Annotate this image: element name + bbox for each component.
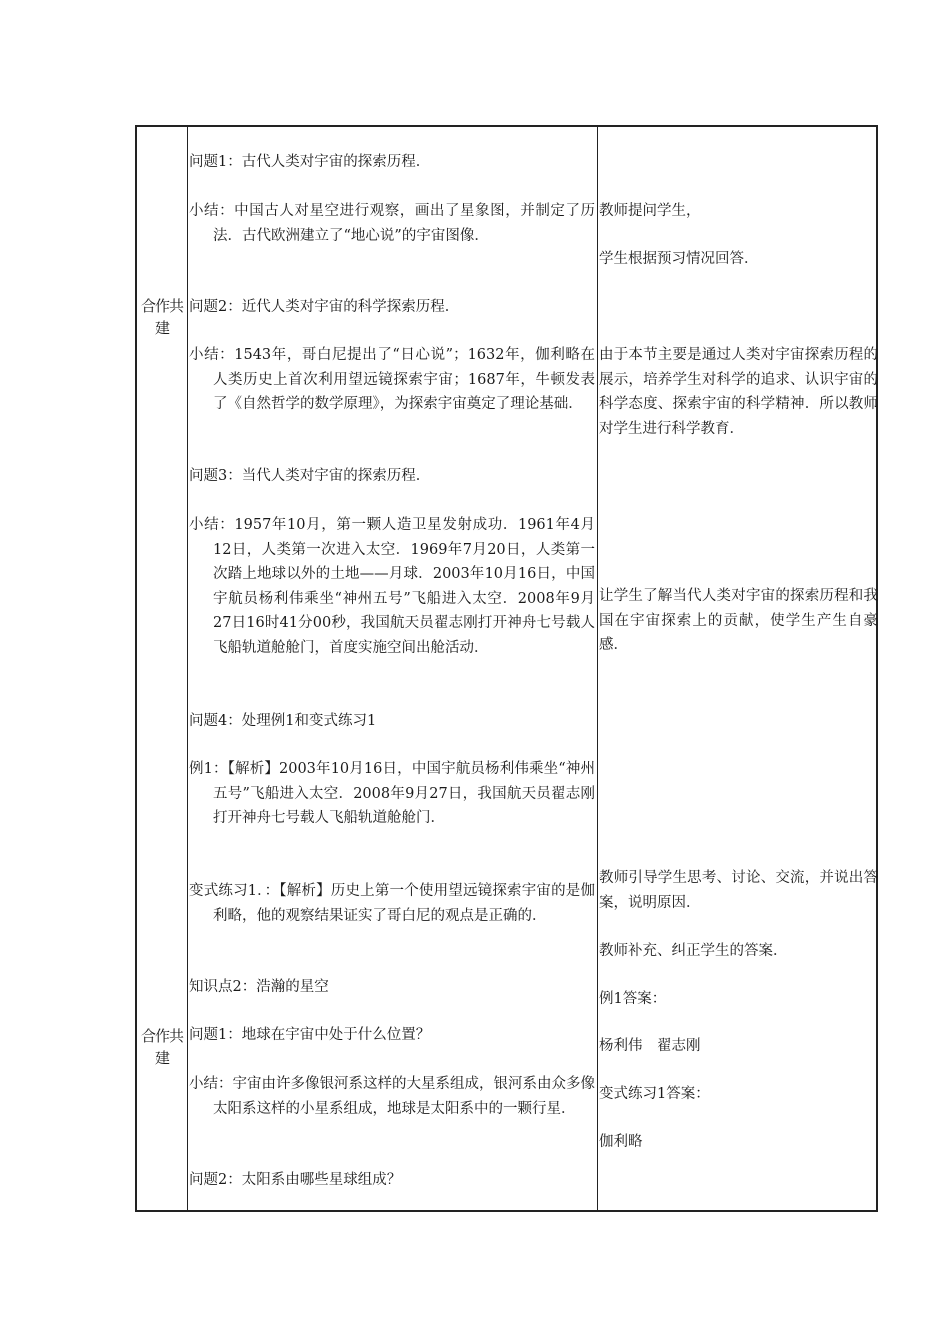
answer-label: 变式练习1答案： (599, 1086, 710, 1102)
question-paragraph: 问题3：当代人类对宇宙的探索历程． (189, 468, 431, 484)
question-paragraph: 问题2：太阳系由哪些星球组成？ (189, 1172, 402, 1188)
answer-value: 杨利伟 翟志刚 (599, 1038, 701, 1054)
question-paragraph: 问题1：地球在宇宙中处于什么位置？ (189, 1027, 431, 1043)
knowledge-point-heading: 知识点2：浩瀚的星空 (189, 979, 329, 995)
section-label: 合作共建 (140, 1027, 183, 1067)
teacher-note: 由于本节主要是通过人类对宇宙探索历程的展示，培养学生对科学的追求、认识宇宙的科学态度、探索宇宙的科学精神．所以教师对学生进行科学教育． (599, 347, 878, 437)
question-paragraph: 问题1：古代人类对宇宙的探索历程． (189, 154, 431, 170)
column-divider (597, 127, 598, 1210)
example-paragraph: 例1：【解析】2003年10月16日，中国宇航员杨利伟乘坐“神州五号”飞船进入太空．2008年9月27日，我国航天员翟志刚打开神舟七号载人飞船轨道舱舱门． (189, 761, 595, 826)
teacher-note: 让学生了解当代人类对宇宙的探索历程和我国在宇宙探索上的贡献，使学生产生自豪感． (599, 588, 878, 653)
answer-label: 例1答案： (599, 991, 667, 1007)
summary-paragraph: 小结：1957年10月，第一颗人造卫星发射成功．1961年4月12日，人类第一次进入太空．1969年7月20日，人类第一次踏上地球以外的土地——月球．2003年10月16日，中国宇航员杨利伟乘坐“神州五号”飞船进入太空．2008年9月27日16时41分00秒，我国航天员翟志刚打开神舟七号载人飞船轨道舱舱门，首度实施空间出舱活动． (189, 517, 595, 656)
lesson-table (135, 125, 878, 1212)
question-paragraph: 问题2：近代人类对宇宙的科学探索历程． (189, 299, 460, 315)
question-paragraph: 问题4：处理例1和变式练习1 (189, 713, 377, 729)
summary-paragraph: 小结：中国古人对星空进行观察，画出了星象图，并制定了历法．古代欧洲建立了“地心说”的宇宙图像． (189, 203, 595, 244)
section-label: 合作共建 (140, 297, 183, 337)
exercise-paragraph: 变式练习1．：【解析】历史上第一个使用望远镜探索宇宙的是伽利略，他的观察结果证实了哥白尼的观点是正确的． (189, 883, 595, 924)
teacher-note: 教师提问学生， (599, 203, 701, 219)
answer-value: 伽利略 (599, 1134, 643, 1150)
summary-paragraph: 小结：1543年，哥白尼提出了“日心说”；1632年，伽利略在人类历史上首次利用望远镜探索宇宙；1687年，牛顿发表了《自然哲学的数学原理》，为探索宇宙奠定了理论基础． (189, 347, 595, 412)
summary-paragraph: 小结：宇宙由许多像银河系这样的大星系组成，银河系由众多像太阳系这样的小星系组成，地球是太阳系中的一颗行星． (189, 1076, 595, 1117)
teacher-note: 教师引导学生思考、讨论、交流，并说出答案，说明原因． (599, 870, 878, 911)
teacher-note: 学生根据预习情况回答． (599, 251, 759, 267)
teacher-note: 教师补充、纠正学生的答案． (599, 943, 788, 959)
column-divider (187, 127, 188, 1210)
